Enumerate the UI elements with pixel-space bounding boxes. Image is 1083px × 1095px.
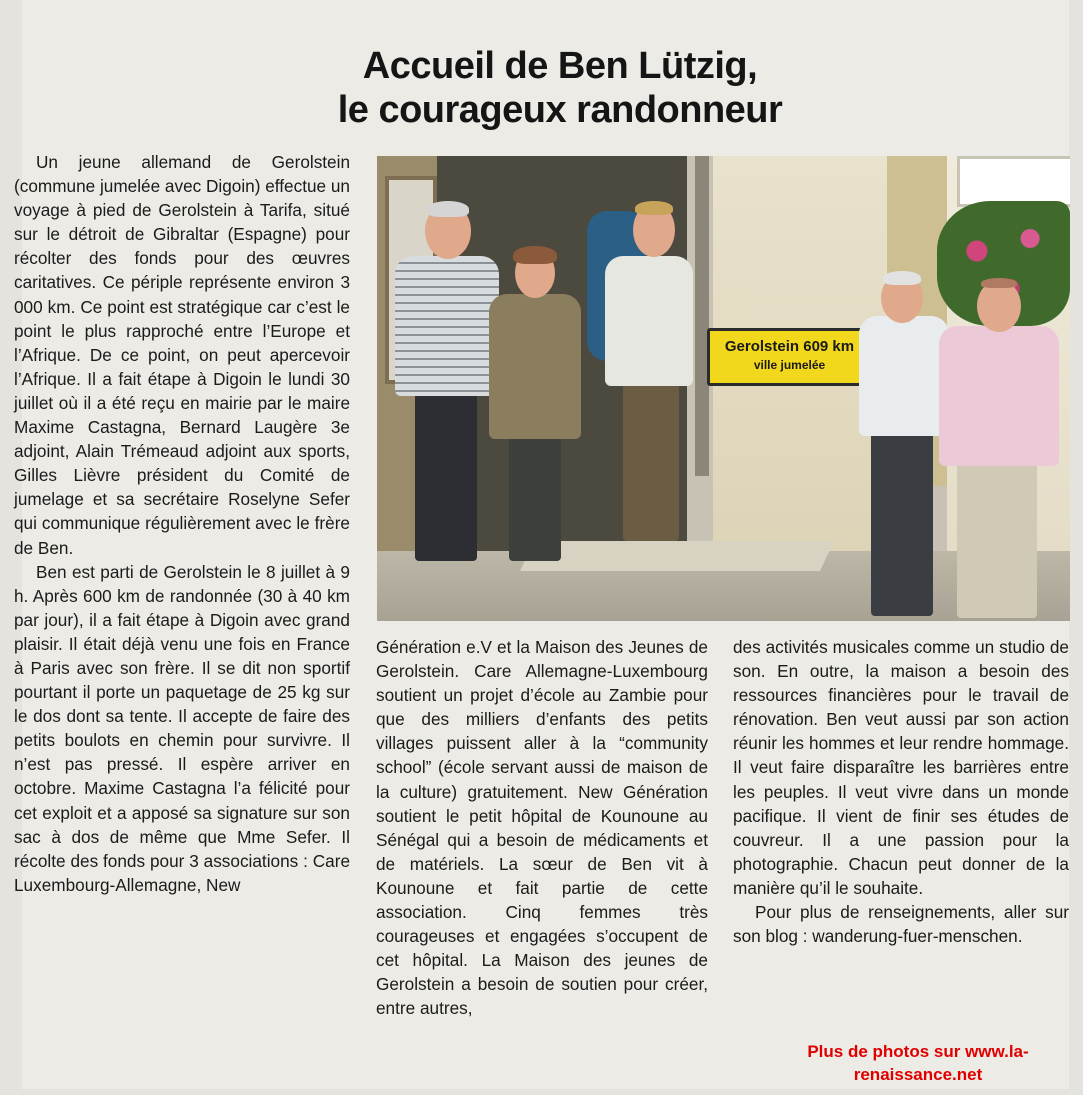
town-sign-sub: ville jumelée: [753, 358, 826, 372]
person-man-pink-shirt: [937, 278, 1062, 621]
col3-paragraph-1: des activités musicales comme un studio de son. En outre, la maison a besoin des ressources financières pour le travail de rénovation. Ben veut aussi par son action réunir les hommes et leur rendre hommage. Il veut faire disparaître les barrières entre les peuples. Il veut vivre dans un monde pacifique. Il vient de finir ses études de couvreur. Il a une passion pour la photographie. Chacun peut donner de la manière qu’il le souhaite.: [733, 637, 1069, 898]
article-column-3: [733, 635, 1069, 948]
town-sign: [707, 328, 872, 386]
article-column-1: [14, 150, 350, 897]
photo-window-right: [957, 156, 1070, 207]
col2-paragraph-1: Génération e.V et la Maison des Jeunes de Gerolstein. Care Allemagne-Luxembourg soutient un projet d’école au Zambie pour que des milliers d’enfants des petits villages puissent aller à la “community school” (école servant aussi de maison de la culture) gratuitement. New Génération soutient le petit hôpital de Kounoune au Sénégal qui a besoin de médicaments et de matériels. La sœur de Ben vit à Kounoune et fait partie de cette association. Cinq femmes très courageuses et engagées s’occupent de cet hôpital. La Maison des jeunes de Gerolstein a besoin de soutien pour créer, entre autres,: [376, 637, 708, 1019]
article-headline: [230, 44, 890, 132]
col1-paragraph-1: Un jeune allemand de Gerolstein (commune jumelée avec Digoin) effectue un voyage à pied de Gerolstein à Tarifa, situé sur le détroit de Gibraltar (Espagne) pour récolter des fonds pour des œuvres caritatives. Ce périple représente environ 3 000 km. Ce point est stratégique car c’est le point le plus rapproché entre l’Europe et l’Afrique. De ce point, on peut apercevoir l’Afrique. Il a fait étape à Digoin le lundi 30 juillet où il a été reçu en mairie par le maire Maxime Castagna, Bernard Laugère 3e adjoint, Alain Trémeaud adjoint aux sports, Gilles Lièvre président du Comité de jumelage et sa secrétaire Roselyne Sefer qui communique régulièrement avec le frère de Ben.: [14, 152, 350, 558]
col1-paragraph-2: Ben est parti de Gerolstein le 8 juillet à 9 h. Après 600 km de randonnée (30 à 40 km par jour), il a fait étape à Digoin avec grand plaisir. Il était déjà venu une fois en France à Paris avec son frère. Il se dit non sportif pourtant il porte un paquetage de 25 kg sur le dos dont sa tente. Il accepte de faire des petits boulots en chemin pour survivre. Il n’est pas pressé. Il espère arriver en octobre. Maxime Castagna l’a félicité pour cet exploit et a apposé sa signature sur son sac à dos de même que Mme Sefer. Il récolte des fonds pour 3 associations : Care Luxembourg-Allemagne, New: [14, 561, 350, 895]
headline-line-1: Accueil de Ben Lützig,: [362, 45, 758, 87]
headline-line-2: le courageux randonneur: [337, 89, 783, 131]
photos-link-caption[interactable]: Plus de photos sur www.la-renaissance.net: [807, 1042, 1029, 1084]
person-woman: [485, 246, 585, 576]
bottom-page-bleed: [0, 1089, 1083, 1095]
article-column-2: [376, 635, 708, 1021]
right-page-bleed: [1069, 0, 1083, 1095]
col3-paragraph-2: Pour plus de renseignements, aller sur son blog : wanderung-fuer-menschen.: [733, 902, 1069, 947]
article-photo: [377, 156, 1070, 621]
town-sign-main: Gerolstein 609 km: [724, 338, 855, 355]
person-hiker-ben: [587, 201, 707, 561]
